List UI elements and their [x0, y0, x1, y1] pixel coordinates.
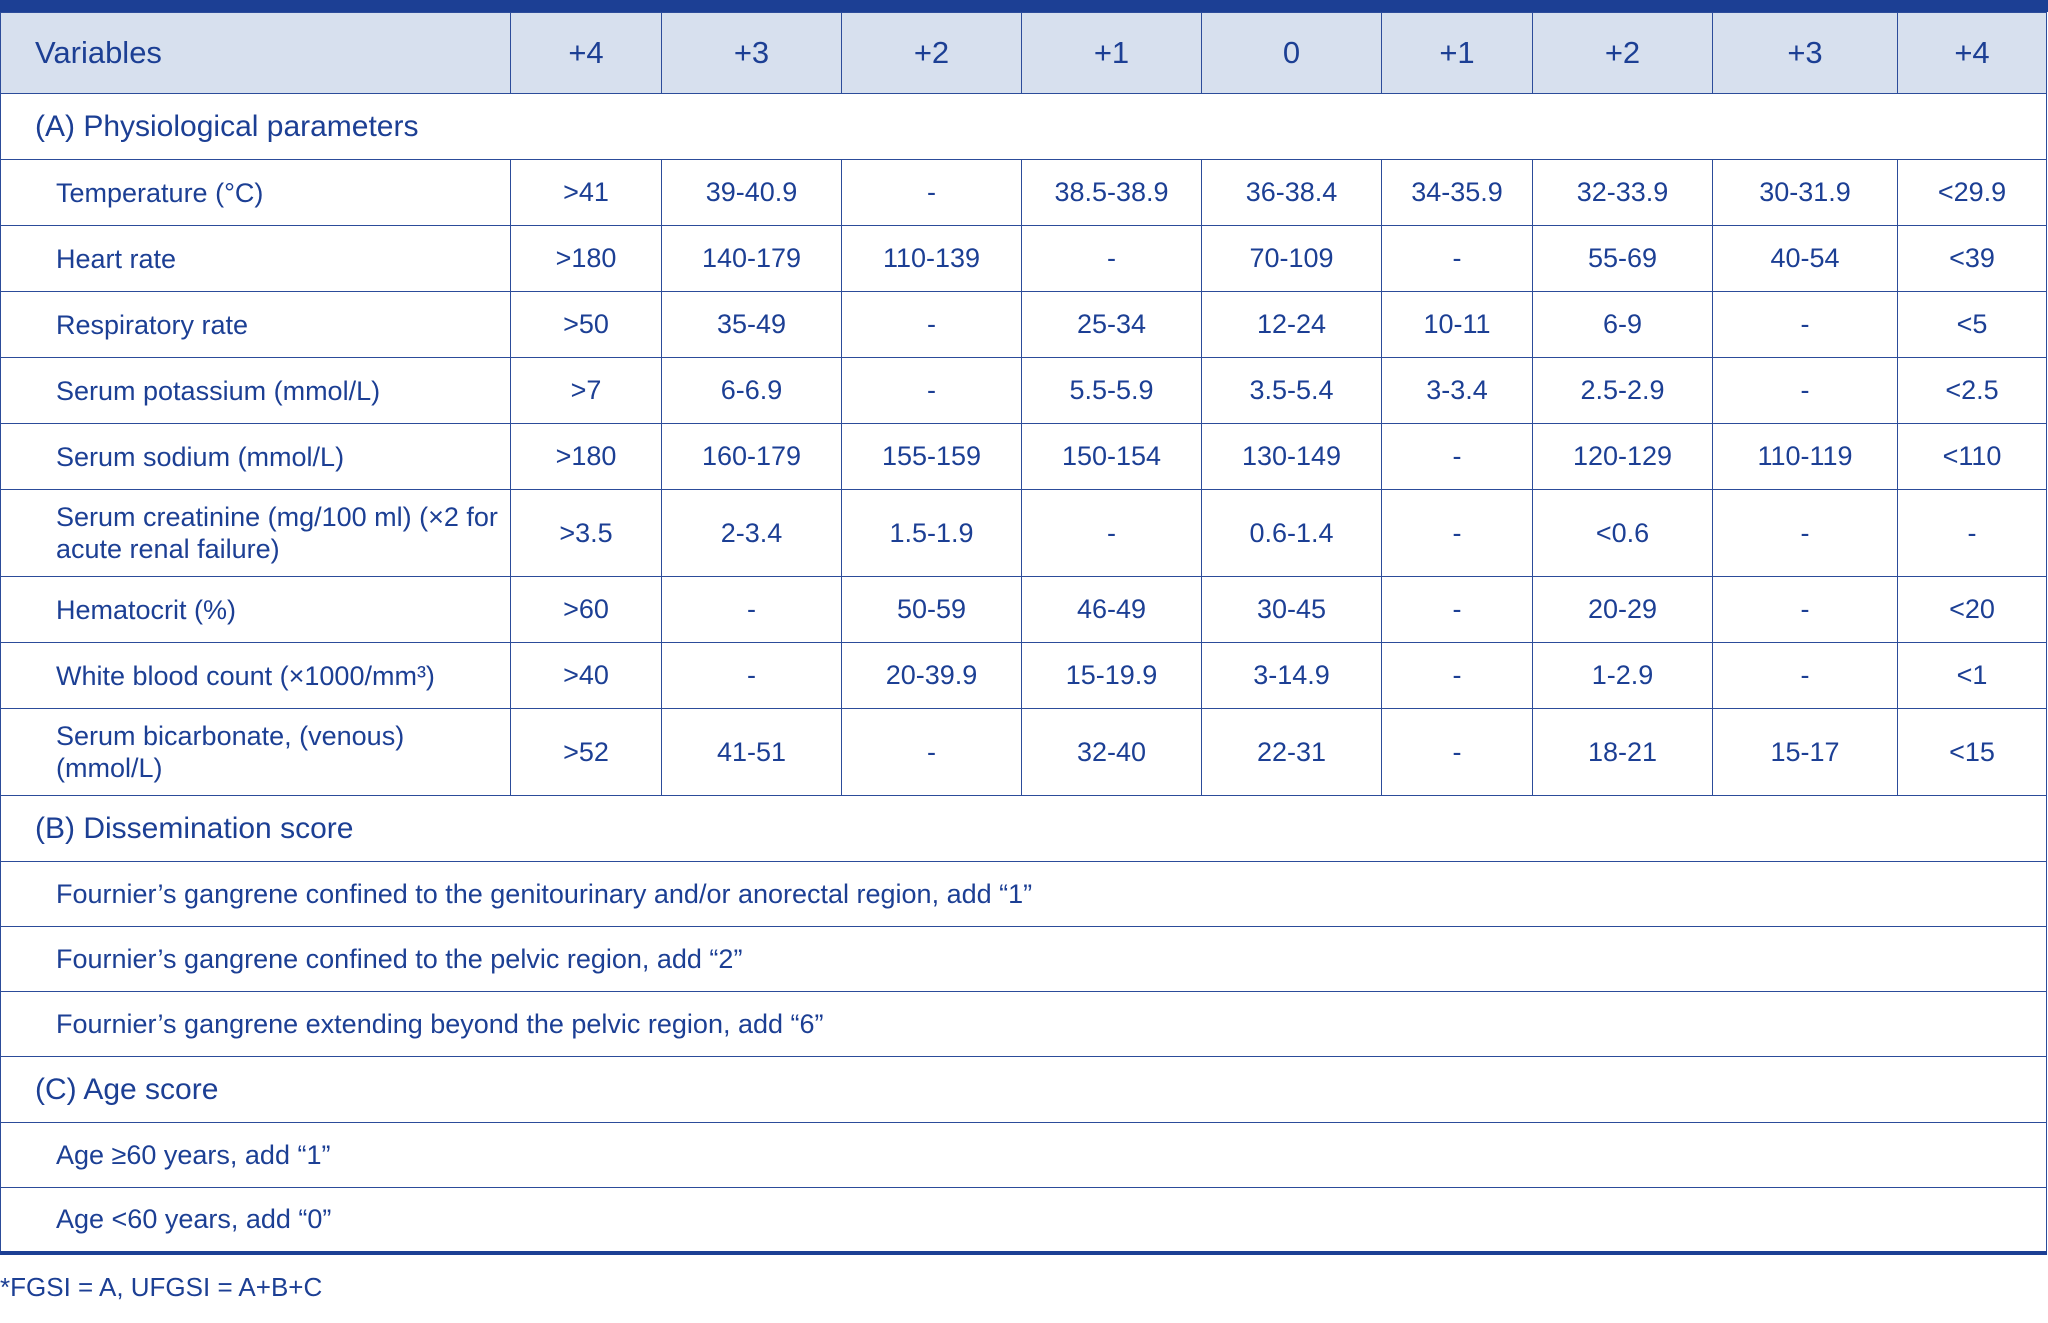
table-cell: 32-40 — [1022, 709, 1202, 796]
table-cell: 25-34 — [1022, 292, 1202, 358]
table-cell: 1.5-1.9 — [842, 490, 1022, 577]
table-cell: 20-39.9 — [842, 643, 1022, 709]
table-cell: 22-31 — [1202, 709, 1382, 796]
row-label: Respiratory rate — [1, 292, 511, 358]
table-cell: <0.6 — [1533, 490, 1713, 577]
table-cell: <29.9 — [1898, 160, 2047, 226]
section-heading-row — [1, 94, 2047, 160]
table-cell: 10-11 — [1382, 292, 1533, 358]
table-cell: 41-51 — [662, 709, 842, 796]
table-row — [1, 226, 2047, 292]
header-cell: +4 — [511, 13, 662, 94]
section-heading-row — [1, 1057, 2047, 1123]
header-cell: +4 — [1898, 13, 2047, 94]
table-footnote: *FGSI = A, UFGSI = A+B+C — [0, 1272, 323, 1302]
table-cell: 2.5-2.9 — [1533, 358, 1713, 424]
table-cell: <15 — [1898, 709, 2047, 796]
table-cell: 3-3.4 — [1382, 358, 1533, 424]
table-cell: <39 — [1898, 226, 2047, 292]
table-cell: - — [662, 643, 842, 709]
table-cell: - — [1713, 490, 1898, 577]
row-label: Temperature (°C) — [1, 160, 511, 226]
table-row — [1, 292, 2047, 358]
table-cell: 18-21 — [1533, 709, 1713, 796]
table-cell: - — [1382, 643, 1533, 709]
table-cell: >41 — [511, 160, 662, 226]
table-cell: - — [842, 160, 1022, 226]
table-cell: 35-49 — [662, 292, 842, 358]
table-cell: 3.5-5.4 — [1202, 358, 1382, 424]
table-cell: - — [1713, 292, 1898, 358]
table-cell: <20 — [1898, 577, 2047, 643]
table-cell: 3-14.9 — [1202, 643, 1382, 709]
section-heading-age: (C) Age score — [1, 1057, 2047, 1123]
table-row — [1, 1188, 2047, 1253]
table-cell: 6-6.9 — [662, 358, 842, 424]
header-cell: Variables — [1, 13, 511, 94]
table-cell: 2-3.4 — [662, 490, 842, 577]
table-cell: 130-149 — [1202, 424, 1382, 490]
table-cell: 50-59 — [842, 577, 1022, 643]
table-row — [1, 992, 2047, 1057]
table-cell: 39-40.9 — [662, 160, 842, 226]
table-cell: 34-35.9 — [1382, 160, 1533, 226]
table-cell: 55-69 — [1533, 226, 1713, 292]
header-cell: +2 — [842, 13, 1022, 94]
table-cell: 32-33.9 — [1533, 160, 1713, 226]
table-cell: - — [1382, 424, 1533, 490]
table-row — [1, 862, 2047, 927]
table-cell: 110-119 — [1713, 424, 1898, 490]
table-cell: 110-139 — [842, 226, 1022, 292]
age-item: Age ≥60 years, add “1” — [1, 1123, 2047, 1188]
section-heading-dissemination: (B) Dissemination score — [1, 796, 2047, 862]
row-label: Serum potassium (mmol/L) — [1, 358, 511, 424]
table-cell: >60 — [511, 577, 662, 643]
header-cell: +1 — [1382, 13, 1533, 94]
header-cell: +1 — [1022, 13, 1202, 94]
table-cell: >50 — [511, 292, 662, 358]
table-cell: <1 — [1898, 643, 2047, 709]
table-row — [1, 358, 2047, 424]
table-cell: - — [1713, 577, 1898, 643]
table-cell: - — [1713, 643, 1898, 709]
table-row — [1, 643, 2047, 709]
table-cell: 12-24 — [1202, 292, 1382, 358]
table-cell: - — [842, 709, 1022, 796]
table-cell: - — [1022, 490, 1202, 577]
dissemination-item: Fournier’s gangrene confined to the genitourinary and/or anorectal region, add “1” — [1, 862, 2047, 927]
table-cell: - — [1382, 709, 1533, 796]
table-cell: - — [1713, 358, 1898, 424]
table-cell: 6-9 — [1533, 292, 1713, 358]
row-label: Heart rate — [1, 226, 511, 292]
table-row — [1, 709, 2047, 796]
table-cell: 155-159 — [842, 424, 1022, 490]
header-cell: +3 — [662, 13, 842, 94]
header-cell: 0 — [1202, 13, 1382, 94]
table-cell: 120-129 — [1533, 424, 1713, 490]
table-cell: 38.5-38.9 — [1022, 160, 1202, 226]
section-heading-row — [1, 796, 2047, 862]
fgsi-scoring-table — [0, 12, 2047, 1255]
table-cell: >3.5 — [511, 490, 662, 577]
table-cell: - — [842, 358, 1022, 424]
row-label: Hematocrit (%) — [1, 577, 511, 643]
header-cell: +3 — [1713, 13, 1898, 94]
table-cell: 0.6-1.4 — [1202, 490, 1382, 577]
table-cell: >7 — [511, 358, 662, 424]
table-cell: >52 — [511, 709, 662, 796]
table-row — [1, 577, 2047, 643]
table-cell: - — [1898, 490, 2047, 577]
table-row — [1, 927, 2047, 992]
row-label: Serum sodium (mmol/L) — [1, 424, 511, 490]
row-label: White blood count (×1000/mm³) — [1, 643, 511, 709]
table-cell: 140-179 — [662, 226, 842, 292]
table-cell: 36-38.4 — [1202, 160, 1382, 226]
table-cell: >180 — [511, 424, 662, 490]
table-cell: 150-154 — [1022, 424, 1202, 490]
table-cell: 5.5-5.9 — [1022, 358, 1202, 424]
table-cell: 30-45 — [1202, 577, 1382, 643]
table-cell: 160-179 — [662, 424, 842, 490]
table-cell: 46-49 — [1022, 577, 1202, 643]
top-rule — [0, 0, 2048, 12]
table-cell: 15-19.9 — [1022, 643, 1202, 709]
table-cell: >180 — [511, 226, 662, 292]
table-cell: 70-109 — [1202, 226, 1382, 292]
table-cell: <110 — [1898, 424, 2047, 490]
table-cell: - — [1382, 226, 1533, 292]
section-heading-physiological: (A) Physiological parameters — [1, 94, 2047, 160]
table-cell: - — [1382, 577, 1533, 643]
table-cell: 30-31.9 — [1713, 160, 1898, 226]
table-cell: 20-29 — [1533, 577, 1713, 643]
table-cell: - — [842, 292, 1022, 358]
row-label: Serum bicarbonate, (venous) (mmol/L) — [1, 709, 511, 796]
table-cell: <2.5 — [1898, 358, 2047, 424]
table-cell: 15-17 — [1713, 709, 1898, 796]
row-label: Serum creatinine (mg/100 ml) (×2 for acute renal failure) — [1, 490, 511, 577]
table-cell: <5 — [1898, 292, 2047, 358]
table-cell: - — [1382, 490, 1533, 577]
table-row — [1, 1123, 2047, 1188]
header-cell: +2 — [1533, 13, 1713, 94]
dissemination-item: Fournier’s gangrene confined to the pelvic region, add “2” — [1, 927, 2047, 992]
age-item: Age <60 years, add “0” — [1, 1188, 2047, 1253]
dissemination-item: Fournier’s gangrene extending beyond the pelvic region, add “6” — [1, 992, 2047, 1057]
table-row — [1, 424, 2047, 490]
table-row — [1, 160, 2047, 226]
table-cell: 1-2.9 — [1533, 643, 1713, 709]
header-row — [1, 13, 2047, 94]
table-cell: >40 — [511, 643, 662, 709]
table-cell: 40-54 — [1713, 226, 1898, 292]
table-cell: - — [662, 577, 842, 643]
table-cell: - — [1022, 226, 1202, 292]
table-row — [1, 490, 2047, 577]
